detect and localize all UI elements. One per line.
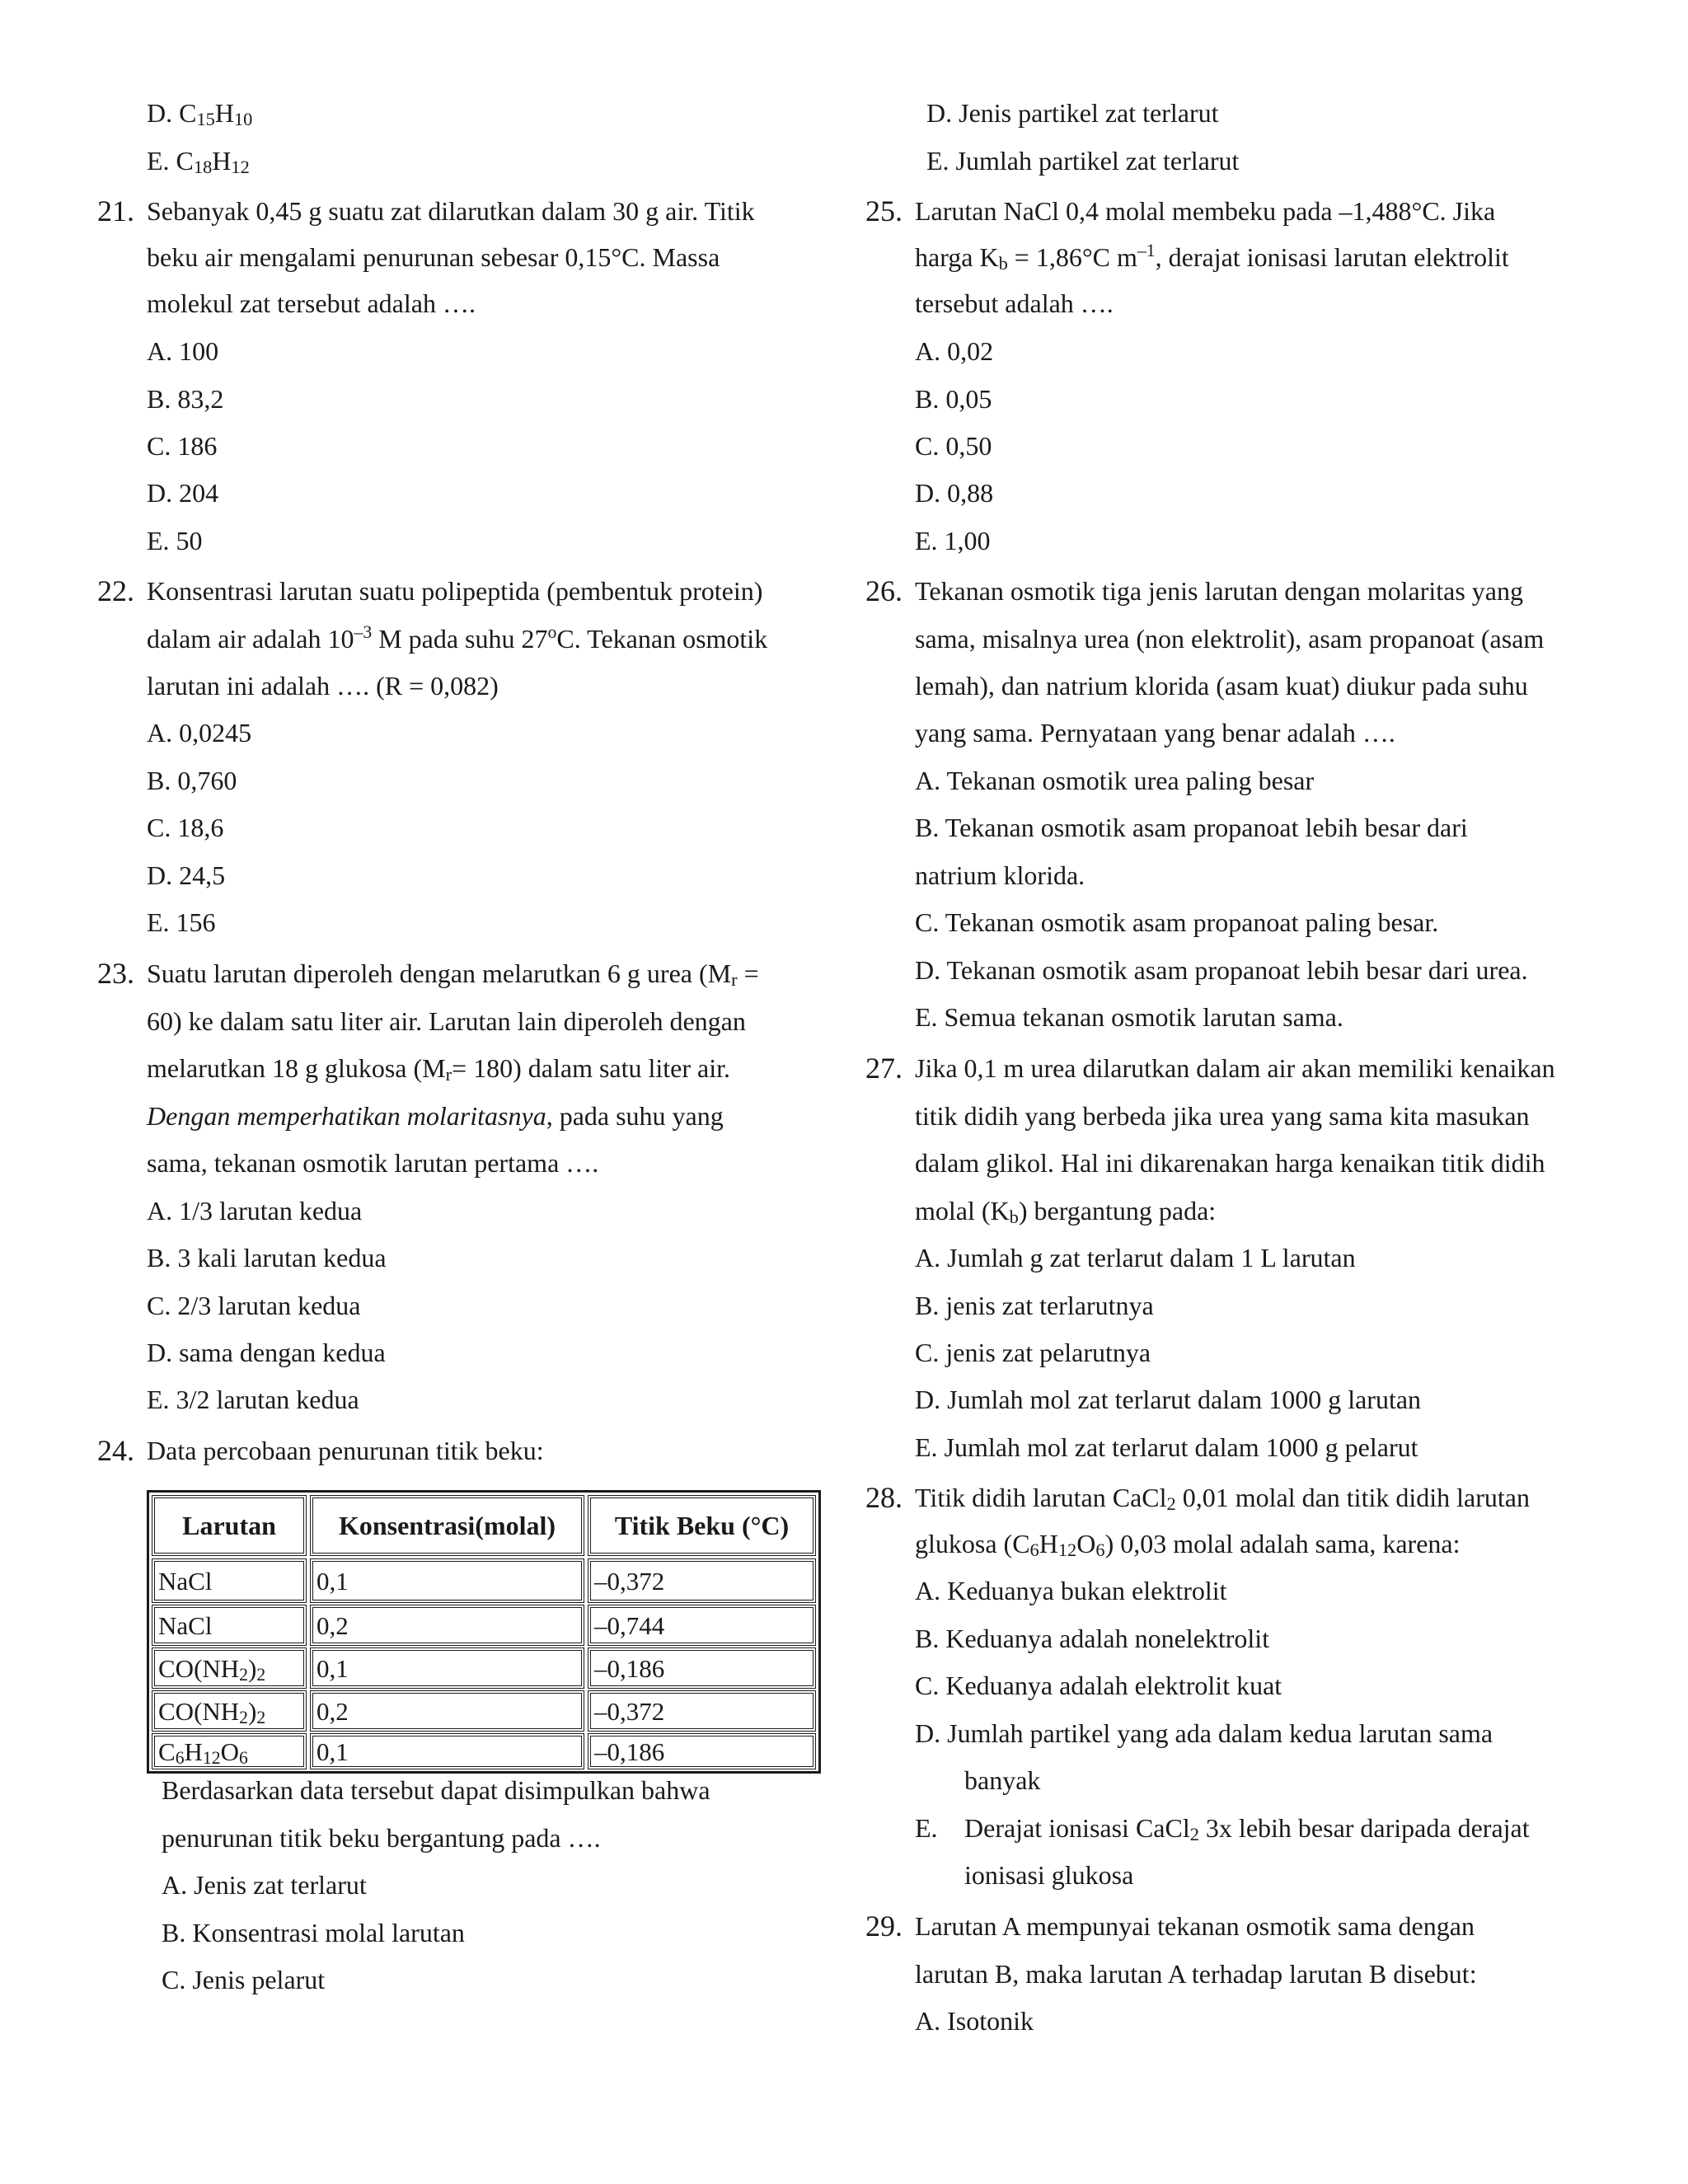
question-25-line-3: tersebut adalah …. [915, 288, 1114, 318]
option-c: C. Tekanan osmotik asam propanoat paling besar. [915, 907, 1439, 937]
option-d-carry: D. $C_{15}H_{10}$ [147, 98, 253, 130]
option-d-carry: D. Jenis partikel zat terlarut [926, 98, 1219, 128]
table-cell: 0,2 [310, 1605, 584, 1646]
option-b: B. 0,05 [915, 384, 992, 414]
question-25-line-1: Larutan NaCl 0,4 molal membeku pada –1,488°C. Jika [915, 196, 1496, 226]
option-d: D. 24,5 [147, 860, 226, 890]
question-26-line-2: sama, misalnya urea (non elektrolit), asam propanoat (asam [915, 624, 1545, 654]
question-25-line-2: harga $K_b = 1,86^\circ C$ $m^{-1}$, derajat ionisasi larutan elektrolit [915, 241, 1509, 274]
question-23-line-2: 60) ke dalam satu liter air. Larutan lain diperoleh dengan [147, 1006, 746, 1036]
option-b: B. 3 kali larutan kedua [147, 1243, 387, 1272]
option-a: A. 100 [147, 336, 219, 366]
option-e: Derajat ionisasi CaCl$_2$ 3x lebih besar daripada derajat [964, 1813, 1530, 1845]
table-cell: 0,1 [310, 1733, 584, 1769]
option-a: A. Jenis zat terlarut [162, 1870, 367, 1900]
question-number: 23. [97, 957, 134, 990]
question-21-line-3: molekul zat tersebut adalah …. [147, 288, 476, 318]
option-b: B. Konsentrasi molal larutan [162, 1918, 465, 1947]
option-a: A. 0,02 [915, 336, 994, 366]
question-26-line-3: lemah), dan natrium klorida (asam kuat) diukur pada suhu [915, 671, 1528, 701]
question-28-line-1: Titik didih larutan CaCl$_2$ 0,01 molal dan titik didih larutan [915, 1483, 1530, 1515]
option-c: C. jenis zat pelarutnya [915, 1338, 1151, 1367]
question-26-line-4: yang sama. Pernyataan yang benar adalah …. [915, 718, 1395, 748]
option-c: C. Keduanya adalah elektrolit kuat [915, 1671, 1282, 1700]
question-22-line-2: dalam air adalah $10^{-3}$ M pada suhu 27$^o$C. Tekanan osmotik [147, 622, 768, 654]
question-number: 25. [865, 194, 903, 227]
formula: $C_{18}H_{12}$ [176, 146, 250, 178]
option-e-continued: ionisasi glukosa [964, 1860, 1134, 1890]
question-23-line-4: Dengan memperhatikan molaritasnya, pada suhu yang [147, 1101, 724, 1131]
table-cell: $CO(NH_2)_2$ [152, 1690, 307, 1732]
table-cell: –0,186 [588, 1733, 816, 1769]
table-cell: NaCl [152, 1605, 307, 1646]
table-cell: 0,1 [310, 1647, 584, 1689]
option-d: D. 0,88 [915, 478, 994, 508]
question-number: 28. [865, 1481, 903, 1514]
table-cell: –0,744 [588, 1605, 816, 1646]
table-cell: $CO(NH_2)_2$ [152, 1647, 307, 1689]
option-e-carry: E. Jumlah partikel zat terlarut [926, 146, 1240, 176]
question-29-line-2: larutan B, maka larutan A terhadap larutan B disebut: [915, 1959, 1477, 1989]
option-a: A. 0,0245 [147, 718, 252, 748]
option-e: E. Semua tekanan osmotik larutan sama. [915, 1002, 1343, 1032]
option-d: D. 204 [147, 478, 219, 508]
option-e: E. 50 [147, 526, 203, 555]
option-e-letter: E. [915, 1813, 938, 1843]
question-number: 22. [97, 574, 134, 607]
question-27-line-3: dalam glikol. Hal ini dikarenakan harga kenaikan titik didih [915, 1148, 1545, 1178]
question-27-line-1: Jika 0,1 m urea dilarutkan dalam air akan memiliki kenaikan [915, 1053, 1555, 1083]
question-number: 29. [865, 1910, 903, 1943]
option-b: B. Keduanya adalah nonelektrolit [915, 1624, 1270, 1653]
data-table [147, 1490, 821, 1774]
table-cell: –0,372 [588, 1558, 816, 1603]
option-e: E. 3/2 larutan kedua [147, 1385, 359, 1414]
option-e: E. 1,00 [915, 526, 991, 555]
option-a: A. Keduanya bukan elektrolit [915, 1576, 1227, 1605]
option-e-carry: E. $C_{18}H_{12}$ [147, 146, 250, 178]
option-c: C. 186 [147, 431, 218, 461]
table-cell: –0,372 [588, 1690, 816, 1732]
table-cell: 0,2 [310, 1690, 584, 1732]
option-c: C. 2/3 larutan kedua [147, 1291, 361, 1320]
question-23-line-5: sama, tekanan osmotik larutan pertama …. [147, 1148, 599, 1178]
question-24-stem: Data percobaan penurunan titik beku: [147, 1436, 544, 1465]
question-29-line-1: Larutan A mempunyai tekanan osmotik sama dengan [915, 1911, 1475, 1941]
option-b-continued: natrium klorida. [915, 860, 1085, 890]
formula: $C_{15}H_{10}$ [179, 98, 253, 130]
option-e: E. 156 [147, 907, 216, 937]
option-e: E. Jumlah mol zat terlarut dalam 1000 g pelarut [915, 1432, 1418, 1462]
question-27-line-4: molal $(K_b)$ bergantung pada: [915, 1196, 1217, 1228]
option-b: B. 83,2 [147, 384, 224, 414]
option-d: D. sama dengan kedua [147, 1338, 386, 1367]
question-27-line-2: titik didih yang berbeda jika urea yang sama kita masukan [915, 1101, 1530, 1131]
table-cell: 0,1 [310, 1558, 584, 1603]
question-28-line-2: glukosa $(C_6H_{12}O_6)$ 0,03 molal adalah sama, karena: [915, 1529, 1461, 1561]
table-cell: $C_6H_{12}O_6$ [152, 1733, 307, 1769]
question-22-line-3: larutan ini adalah …. (R = 0,082) [147, 671, 499, 701]
option-c: C. 0,50 [915, 431, 992, 461]
table-header-cell: Larutan [152, 1495, 307, 1556]
question-number: 21. [97, 194, 134, 227]
option-b: B. Tekanan osmotik asam propanoat lebih besar dari [915, 813, 1468, 842]
question-number: 26. [865, 574, 903, 607]
option-a: A. Tekanan osmotik urea paling besar [915, 766, 1315, 795]
question-21-line-1: Sebanyak 0,45 g suatu zat dilarutkan dalam 30 g air. Titik [147, 196, 755, 226]
option-d: D. Tekanan osmotik asam propanoat lebih besar dari urea. [915, 955, 1528, 985]
question-23-line-3: melarutkan 18 g glukosa $(M_r= 180)$ dalam satu liter air. [147, 1053, 731, 1085]
table-header-cell: Titik Beku (°C) [588, 1495, 816, 1556]
option-a: A. Isotonik [915, 2006, 1034, 2036]
question-22-line-1: Konsentrasi larutan suatu polipeptida (pembentuk protein) [147, 576, 763, 606]
question-26-line-1: Tekanan osmotik tiga jenis larutan dengan molaritas yang [915, 576, 1523, 606]
question-24-after-line-1: Berdasarkan data tersebut dapat disimpulkan bahwa [162, 1775, 710, 1805]
question-number: 24. [97, 1434, 134, 1467]
option-d: D. Jumlah mol zat terlarut dalam 1000 g larutan [915, 1385, 1422, 1414]
option-d-continued: banyak [964, 1765, 1041, 1795]
option-b: B. 0,760 [147, 766, 237, 795]
question-24-after-line-2: penurunan titik beku bergantung pada …. [162, 1823, 601, 1853]
table-cell: –0,186 [588, 1647, 816, 1689]
option-c: C. 18,6 [147, 813, 224, 842]
option-d: D. Jumlah partikel yang ada dalam kedua larutan sama [915, 1718, 1493, 1748]
table-header-cell: Konsentrasi(molal) [310, 1495, 584, 1556]
option-b: B. jenis zat terlarutnya [915, 1291, 1154, 1320]
table-cell: NaCl [152, 1558, 307, 1603]
question-number: 27. [865, 1052, 903, 1085]
option-c: C. Jenis pelarut [162, 1965, 326, 1994]
question-23-line-1: Suatu larutan diperoleh dengan melarutkan 6 g urea ($M_r$ = [147, 958, 759, 991]
question-21-line-2: beku air mengalami penurunan sebesar 0,15°C. Massa [147, 242, 720, 272]
option-a: A. 1/3 larutan kedua [147, 1196, 363, 1226]
option-a: A. Jumlah g zat terlarut dalam 1 L larutan [915, 1243, 1356, 1272]
